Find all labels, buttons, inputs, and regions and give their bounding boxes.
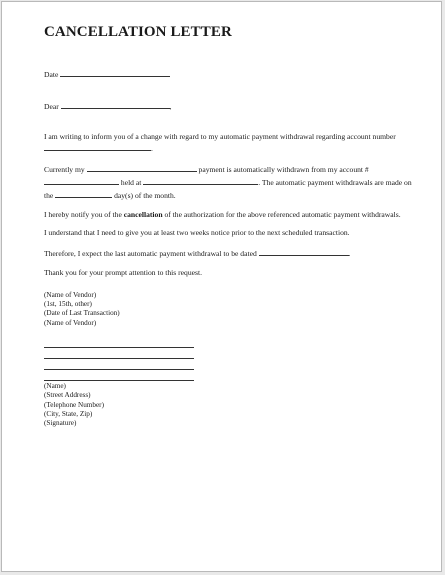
sender-line[interactable] [44,359,194,370]
account-number-blank[interactable] [44,142,153,154]
paragraph-notice: I understand that I need to give you at least two weeks notice prior to the next scheduled transaction. [44,228,350,238]
closing-line: Thank you for your prompt attention to this request. [44,267,202,277]
paragraph-last-withdrawal [44,247,414,260]
letter-title: CANCELLATION LETTER [44,24,232,40]
date-blank[interactable] [60,68,170,77]
salutation-line [44,100,414,113]
notify-text-before: I hereby notify you of the [44,209,122,219]
salutation-comma: , [169,101,172,111]
paragraph-account-text: I am writing to inform you of a change with regard to my automatic payment withdrawal regarding account number [44,131,396,141]
note-vendor-2: (Name of Vendor) [44,318,97,327]
date-label: Date [44,70,59,79]
payment-text-3: held at [120,177,142,187]
paragraph-notify [44,210,414,221]
recipient-blank[interactable] [61,100,170,109]
withdrawal-day-blank[interactable] [55,189,112,198]
sender-signature-label: (Signature) [44,419,77,428]
last-withdrawal-period: . [348,249,351,259]
institution-blank[interactable] [143,176,258,185]
note-day: (1st, 15th, other) [44,300,92,309]
paragraph-payment [44,163,414,201]
notes-block [44,291,414,328]
paragraph-account [44,132,414,156]
payment-type-blank[interactable] [87,163,197,172]
sender-line[interactable] [44,370,194,381]
letter-body [44,68,414,428]
sender-lines [44,339,414,381]
last-withdrawal-date-blank[interactable] [259,247,351,259]
note-vendor: (Name of Vendor) [44,290,97,299]
letter-page [1,1,442,572]
sender-phone-label: (Telephone Number) [44,400,104,409]
payment-text-4: . The automatic payment withdrawals are made on the [44,177,412,200]
sender-line[interactable] [44,348,194,359]
sender-city-label: (City, State, Zip) [44,409,93,418]
sender-fields [44,382,414,428]
payment-text-2: payment is automatically withdrawn from my account # [198,165,369,175]
dear-label: Dear [44,101,59,111]
sender-name-label: (Name) [44,381,66,390]
last-withdrawal-text: Therefore, I expect the last automatic payment withdrawal to be dated [44,249,257,259]
payment-text-5: day(s) of the month. [114,190,176,200]
sender-line[interactable] [44,339,194,348]
date-line [44,68,414,81]
cancellation-word: cancellation [123,209,163,219]
notify-text-after: of the authorization for the above referenced automatic payment withdrawals. [164,209,401,219]
paragraph-account-period: . [151,144,153,154]
payment-text-1: Currently my [44,165,85,175]
account-blank[interactable] [44,176,119,185]
note-last-transaction: (Date of Last Transaction) [44,309,120,318]
sender-address-label: (Street Address) [44,391,91,400]
